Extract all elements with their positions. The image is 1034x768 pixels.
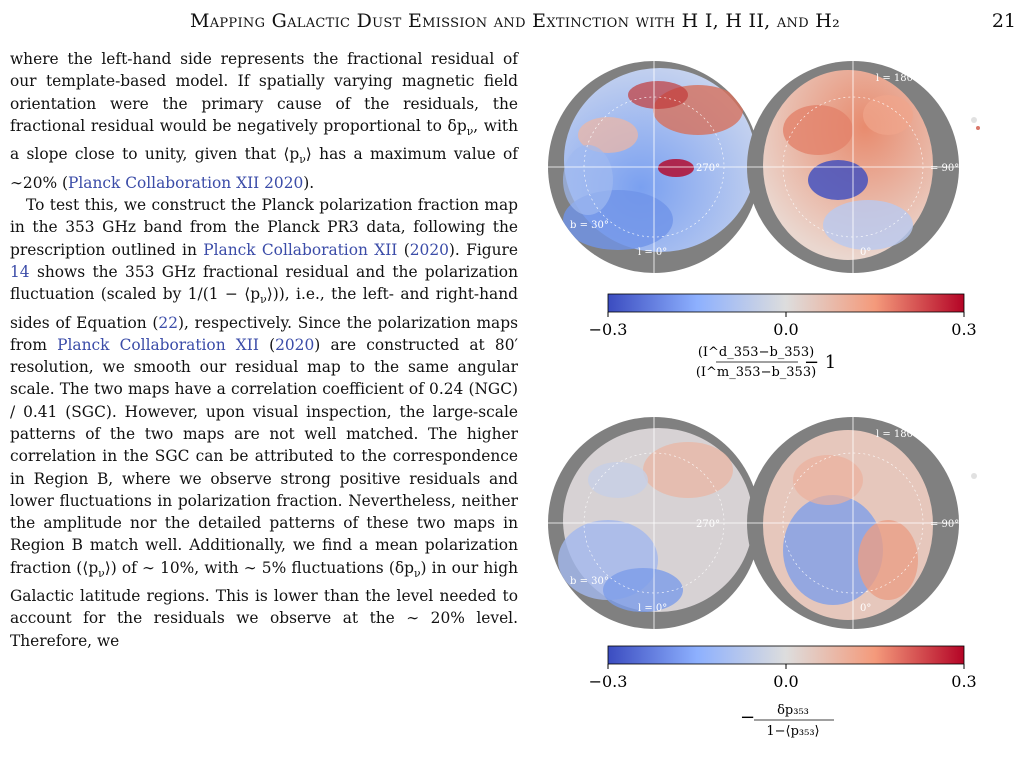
label-numerator: δp₃₅₃ [777, 703, 809, 718]
citation-link[interactable]: Planck Collaboration XII [203, 240, 398, 259]
label-suffix: − 1 [804, 352, 837, 373]
colorbar-tick: 0.3 [951, 320, 977, 339]
panel-2-maps [548, 417, 977, 629]
citation-link[interactable]: Planck Collaboration XII [57, 335, 259, 354]
colorbar-tick: 0.0 [773, 672, 799, 691]
colorbar-tick: −0.3 [588, 320, 628, 339]
page-number: 21 [991, 10, 1016, 32]
lon-label: l = 0° [638, 603, 668, 614]
paragraph: To test this, we construct the Planck polarization fraction map in the 353 GHz band from the Planck PR3 data, following the prescription outlined in Planck Collaboration XII (2020). Figure 14 shows the 353 GHz fractional residual and the polarization fluctuation (scaled by $1/(1 - ⟨p_\nu⟩)$), i.e., the left- and right-hand sides of Equation (22), respectively. Since the polarization maps from Planck Collaboration XII (2020) are constructed at 80′ resolution, we smooth our residual map to the same angular scale. The two maps have a correlation coefficient of 0.24 (NGC) / 0.41 (SGC). However, upon visual inspection, the large-scale patterns of the two maps are not well matched. The higher correlation in the SGC can be attributed to the correspondence in Region B, where we observe strong positive residuals and lower fluctuations in polarization fraction. Nevertheless, neither the amplitude nor the detailed patterns of these two maps in Region B match well. Additionally, we find a mean polarization fraction $(⟨p_\nu⟩)$ of ∼ 10%, with ∼ 5% fluctuations $(\delta p_\nu)$ in our high Galactic latitude regions. This is lower than the level needed to account for the residuals we observe at the ∼ 20% level. Therefore, we [10, 195, 518, 650]
colorbar-tick: 0.3 [951, 672, 977, 691]
colorbar-1-label [696, 345, 836, 380]
label-denominator: 1−⟨p₃₅₃⟩ [766, 724, 820, 739]
lon-label: = 90° [930, 163, 960, 174]
figure-14 [548, 40, 1034, 764]
left-map-ngc [548, 417, 760, 629]
colorbar-tick: −0.3 [588, 672, 628, 691]
right-map-sgc [747, 61, 959, 273]
citation-link[interactable]: 22 [158, 313, 179, 332]
lat-label: b = 30° [570, 220, 609, 231]
lat-label: b = 30° [570, 576, 609, 587]
citation-link[interactable]: 2020 [275, 335, 315, 354]
citation-link[interactable]: 2020 [409, 240, 449, 259]
colorbar-1 [589, 294, 977, 339]
citation-link[interactable]: 14 [10, 262, 30, 281]
colorbar-2 [589, 646, 977, 691]
panel-1-maps [548, 61, 980, 273]
running-title: Mapping Galactic Dust Emission and Extinction with H I, H II, and H₂ [189, 10, 841, 32]
lon-label: 270° [696, 163, 721, 174]
label-prefix: − [740, 707, 756, 728]
lon-label: = 90° [930, 519, 960, 530]
page-header [0, 0, 1034, 40]
colorbar-2-label [740, 703, 834, 739]
citation-link[interactable]: Planck Collaboration XII 2020 [68, 173, 304, 192]
lon-label: 0° [860, 603, 872, 614]
lon-label: l = 180° [876, 73, 919, 84]
lon-label: 0° [860, 247, 872, 258]
colorbar-tick: 0.0 [773, 320, 799, 339]
lon-label: l = 180° [876, 429, 919, 440]
body-text-column [10, 48, 518, 652]
lon-label: 270° [696, 519, 721, 530]
label-denominator: (I^m_353−b_353) [695, 365, 817, 380]
paragraph: where the left-hand side represents the fractional residual of our template-based model. If spatially varying magnetic field orientation were the primary cause of the residuals, the fractional residual would be negatively proportional to $\delta p_\nu$, with a slope close to unity, given that $⟨p_\nu⟩$ has a maximum value of ∼20% (Planck Collaboration XII 2020). [10, 50, 518, 192]
label-numerator: (I^d_353−b_353) [697, 345, 815, 360]
lon-label: l = 0° [638, 247, 668, 258]
left-map-ngc [548, 61, 760, 273]
right-map-sgc [747, 417, 959, 629]
